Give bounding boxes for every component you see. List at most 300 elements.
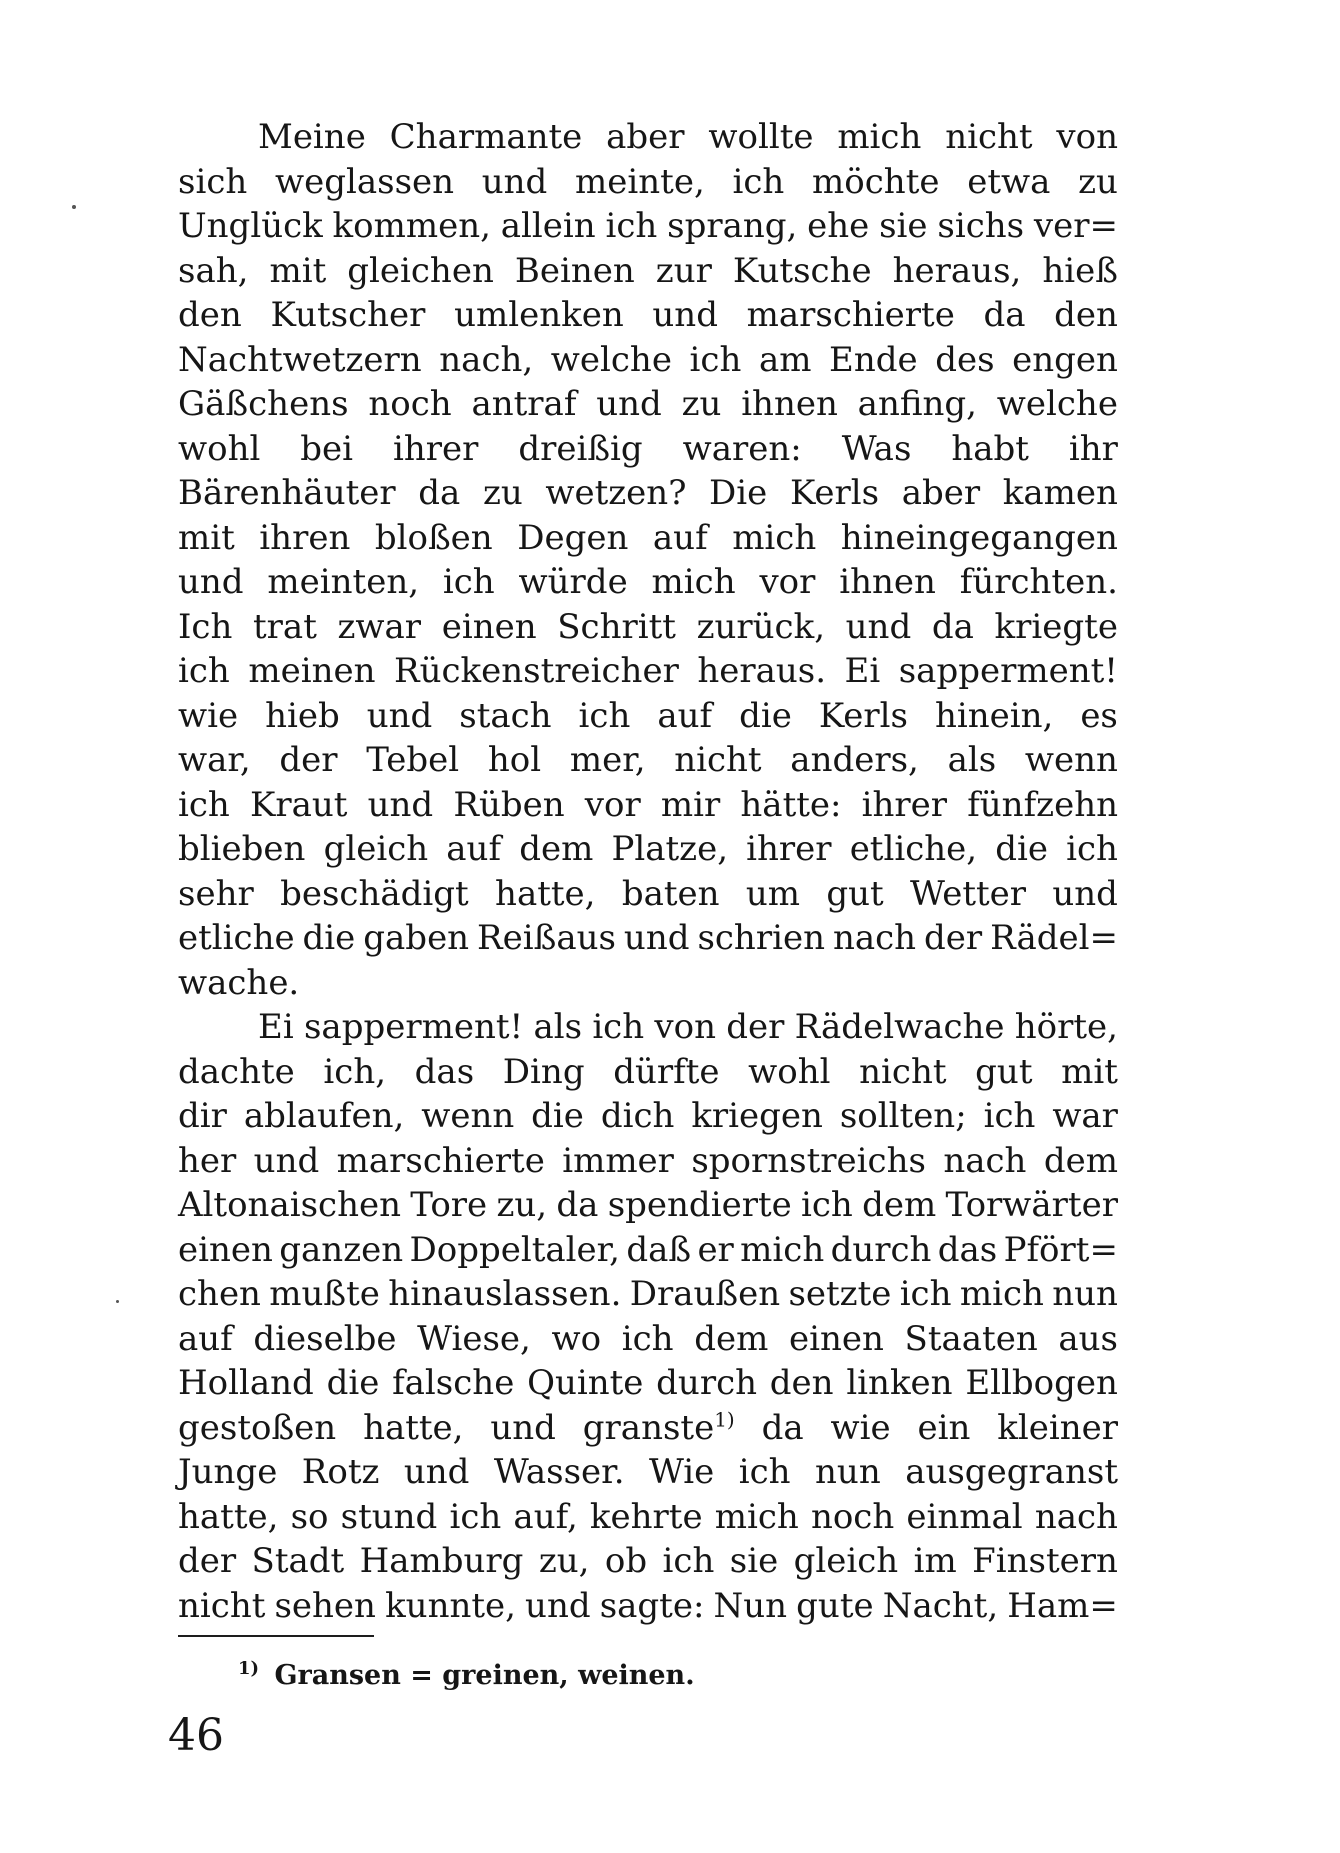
word: ob bbox=[604, 1541, 648, 1581]
word: der bbox=[178, 1541, 237, 1581]
word: etliche bbox=[178, 918, 295, 958]
word: marschierte bbox=[336, 1140, 545, 1181]
word: am bbox=[758, 339, 812, 380]
word: und bbox=[525, 1585, 591, 1626]
word: er bbox=[697, 1229, 734, 1270]
text-line bbox=[178, 1450, 1118, 1495]
word: Kraut bbox=[249, 784, 348, 825]
word: die bbox=[995, 829, 1048, 869]
word: zu bbox=[681, 384, 722, 424]
word: Ellbogen bbox=[965, 1363, 1118, 1403]
word: Ei bbox=[258, 1007, 294, 1047]
word: nach bbox=[832, 918, 917, 958]
word: ich bbox=[621, 1318, 674, 1359]
word: Platze, bbox=[611, 829, 728, 869]
word: dem bbox=[694, 1318, 769, 1359]
word: hinein, bbox=[934, 695, 1054, 736]
word: war bbox=[1052, 1096, 1118, 1136]
dust-speck bbox=[72, 205, 76, 209]
word: kunnte, bbox=[385, 1585, 516, 1626]
word: ihrer bbox=[392, 428, 479, 469]
word: zu bbox=[482, 473, 523, 513]
word: auf, bbox=[513, 1496, 578, 1537]
word: mit bbox=[178, 517, 235, 558]
word: fünfzehn bbox=[967, 784, 1118, 825]
word: blieben bbox=[178, 829, 306, 869]
text-line bbox=[178, 1495, 1118, 1540]
word: ihnen bbox=[741, 384, 838, 424]
word: spendierte bbox=[607, 1185, 792, 1225]
text-line bbox=[178, 783, 1118, 828]
word: das bbox=[414, 1051, 475, 1092]
word: ich bbox=[605, 206, 658, 246]
word: und bbox=[178, 562, 244, 602]
word: sich bbox=[178, 161, 248, 202]
word: von bbox=[1056, 117, 1118, 157]
word: wo bbox=[551, 1318, 602, 1359]
word: auf bbox=[446, 829, 502, 869]
word: ganzen bbox=[279, 1229, 404, 1270]
word: Hamburg bbox=[359, 1541, 524, 1581]
text-line bbox=[178, 605, 1118, 650]
word: noch bbox=[810, 1496, 895, 1537]
word: Wasser. bbox=[493, 1452, 625, 1492]
word: aber bbox=[606, 117, 685, 157]
word: auf bbox=[652, 517, 708, 558]
word: Altonaischen bbox=[178, 1185, 402, 1225]
text-line bbox=[178, 427, 1118, 472]
word: kamen bbox=[1002, 473, 1118, 513]
word: ihnen bbox=[839, 562, 936, 602]
word: gestoßen bbox=[178, 1407, 337, 1448]
word: Finstern bbox=[972, 1541, 1118, 1581]
word: ich bbox=[442, 562, 495, 602]
word: meinten, bbox=[267, 562, 420, 602]
word: und bbox=[366, 695, 433, 736]
text-line bbox=[178, 694, 1118, 739]
word: und bbox=[481, 161, 548, 202]
word: habt bbox=[951, 428, 1029, 469]
word: gleich bbox=[323, 829, 429, 869]
word: zu, bbox=[496, 1185, 548, 1225]
word: ich bbox=[732, 161, 785, 202]
word: mich bbox=[651, 562, 736, 602]
word: ich bbox=[449, 1496, 502, 1537]
word: und bbox=[596, 384, 662, 424]
word: allein bbox=[500, 206, 596, 246]
word: engen bbox=[1012, 339, 1118, 380]
word: um bbox=[745, 873, 801, 914]
word: anfing, bbox=[857, 384, 977, 424]
word: Was bbox=[841, 428, 912, 469]
word: sie bbox=[879, 206, 928, 246]
word: nicht bbox=[945, 117, 1033, 157]
word: als bbox=[533, 1007, 583, 1047]
word: Junge bbox=[178, 1452, 278, 1492]
word: Tebel bbox=[366, 740, 460, 780]
word: Rückenstreicher bbox=[393, 651, 679, 691]
text-line bbox=[178, 1361, 1118, 1406]
word: etwa bbox=[967, 161, 1051, 202]
word: Staaten bbox=[904, 1318, 1038, 1359]
word: dreißig bbox=[518, 428, 643, 469]
word: und bbox=[253, 1140, 320, 1181]
text-line bbox=[178, 1094, 1118, 1139]
word: marschierte bbox=[746, 295, 955, 335]
word: ein bbox=[917, 1407, 971, 1448]
word: Kerls bbox=[789, 473, 880, 513]
text-line bbox=[178, 115, 1118, 160]
word: Wiese, bbox=[417, 1318, 531, 1359]
word: gut bbox=[826, 873, 884, 914]
word: her bbox=[178, 1140, 237, 1181]
word: mußte bbox=[269, 1274, 380, 1314]
word: baten bbox=[621, 873, 720, 914]
word: dir bbox=[178, 1096, 227, 1136]
word: der bbox=[726, 1007, 785, 1047]
word: hatte, bbox=[495, 873, 596, 914]
word: ich bbox=[178, 651, 230, 691]
word: falsche bbox=[392, 1363, 515, 1403]
word: da bbox=[983, 295, 1026, 335]
word: von bbox=[654, 1007, 716, 1047]
word: kleiner bbox=[997, 1407, 1118, 1448]
word: Quinte bbox=[527, 1363, 644, 1403]
word: Kutsche bbox=[732, 250, 872, 291]
text-line bbox=[178, 961, 1118, 1006]
word: Nun bbox=[713, 1585, 788, 1626]
dust-speck bbox=[116, 1300, 119, 1303]
word: stach bbox=[459, 695, 552, 736]
word: waren: bbox=[682, 428, 802, 469]
word: Draußen bbox=[629, 1274, 781, 1314]
word: vor bbox=[759, 562, 816, 602]
word: zur bbox=[655, 250, 712, 291]
word: Schritt bbox=[557, 606, 676, 647]
word: mir bbox=[660, 784, 721, 825]
word: da bbox=[418, 473, 461, 513]
word: Pfört= bbox=[1003, 1229, 1118, 1270]
word: zu, bbox=[538, 1541, 590, 1581]
word: Wetter bbox=[910, 873, 1027, 914]
word: wenn bbox=[421, 1096, 515, 1136]
text-line bbox=[178, 1005, 1118, 1050]
text-line bbox=[178, 1228, 1118, 1273]
word: nach bbox=[1034, 1496, 1118, 1537]
word: dachte bbox=[178, 1051, 295, 1092]
word: der bbox=[924, 918, 983, 958]
word: ihrer bbox=[861, 784, 948, 825]
word: wohl bbox=[748, 1051, 831, 1092]
word: einen bbox=[441, 606, 537, 647]
word: stund bbox=[340, 1496, 438, 1537]
word: gaben bbox=[363, 918, 470, 958]
footnote-divider bbox=[178, 1635, 374, 1637]
word: mich bbox=[740, 1229, 825, 1270]
word: Gäßchens bbox=[178, 384, 349, 424]
text-line bbox=[178, 293, 1118, 338]
word: den bbox=[1054, 295, 1118, 335]
word: ihren bbox=[259, 517, 351, 558]
word: meinte, bbox=[575, 161, 705, 202]
word: Meine bbox=[258, 117, 366, 157]
word: Die bbox=[709, 473, 768, 513]
word: so bbox=[290, 1496, 329, 1537]
word: mich bbox=[959, 1274, 1044, 1314]
word: umlenken bbox=[454, 295, 624, 335]
word: aber bbox=[901, 473, 981, 513]
word: aus bbox=[1058, 1318, 1118, 1359]
word: Ham= bbox=[1007, 1585, 1118, 1626]
word: nicht bbox=[674, 740, 762, 780]
text-line bbox=[178, 916, 1118, 961]
word: auf bbox=[657, 695, 713, 736]
word: Ich bbox=[178, 606, 233, 647]
word: beschädigt bbox=[280, 873, 469, 914]
word: Rädel= bbox=[990, 918, 1118, 958]
text-line bbox=[178, 560, 1118, 605]
text-line bbox=[178, 1317, 1118, 1362]
word: die bbox=[739, 695, 792, 736]
word: den bbox=[178, 295, 242, 335]
word: kommen, bbox=[332, 206, 491, 246]
word: Bärenhäuter bbox=[178, 473, 396, 513]
word: ich bbox=[592, 1007, 645, 1047]
text-line bbox=[178, 204, 1118, 249]
page-number: 46 bbox=[168, 1710, 224, 1761]
word: war, bbox=[178, 740, 251, 780]
word: nun bbox=[1052, 1274, 1118, 1314]
word: Unglück bbox=[178, 206, 323, 246]
word: Rotz bbox=[301, 1452, 380, 1492]
word: mich bbox=[732, 517, 817, 558]
word: mich bbox=[714, 1496, 799, 1537]
word: ich bbox=[662, 1541, 715, 1581]
word: gleich bbox=[793, 1541, 899, 1581]
word: linken bbox=[846, 1363, 953, 1403]
word: Charmante bbox=[389, 117, 583, 157]
word: dem bbox=[862, 1185, 937, 1225]
word: durch bbox=[830, 1229, 932, 1270]
text-line bbox=[178, 1139, 1118, 1184]
word: Stadt bbox=[251, 1541, 345, 1581]
word: gute bbox=[796, 1585, 874, 1626]
word: und bbox=[490, 1407, 556, 1448]
text-line bbox=[178, 382, 1118, 427]
word: des bbox=[935, 339, 995, 380]
word: ich bbox=[801, 1185, 853, 1225]
word: wache. bbox=[178, 962, 300, 1003]
text-line bbox=[178, 649, 1118, 694]
word: Kutscher bbox=[270, 295, 426, 335]
word: noch bbox=[368, 384, 452, 424]
word: möchte bbox=[812, 161, 940, 202]
word: einen bbox=[178, 1229, 273, 1270]
word: sehen bbox=[274, 1585, 376, 1626]
word: wie bbox=[830, 1407, 891, 1448]
word: und bbox=[1052, 873, 1118, 914]
text-line bbox=[178, 249, 1118, 294]
text-line bbox=[178, 1272, 1118, 1317]
word: Rädelwache bbox=[794, 1007, 1005, 1047]
word: ausgegranst bbox=[905, 1452, 1118, 1492]
word: weglassen bbox=[274, 161, 455, 202]
word: sagte: bbox=[599, 1585, 705, 1626]
word: hätte: bbox=[740, 784, 842, 825]
word: zu bbox=[1078, 161, 1118, 202]
word: Nachtwetzern bbox=[178, 339, 422, 380]
word: da bbox=[931, 606, 974, 647]
text-line bbox=[178, 338, 1118, 383]
word: dem bbox=[1043, 1140, 1118, 1181]
word: nicht bbox=[859, 1051, 947, 1092]
word: zwar bbox=[337, 606, 422, 647]
word: sehr bbox=[178, 873, 254, 914]
word: granste$^{1)}$ bbox=[582, 1407, 735, 1448]
word: sah, bbox=[178, 250, 249, 291]
footnote-text: Gransen = greinen, weinen. bbox=[274, 1660, 695, 1691]
word: Wie bbox=[648, 1452, 715, 1492]
word: kehrte bbox=[589, 1496, 703, 1537]
word: dem bbox=[519, 829, 594, 869]
word: wie bbox=[178, 695, 239, 736]
word: Rüben bbox=[453, 784, 565, 825]
word: vor bbox=[584, 784, 641, 825]
text-line bbox=[178, 516, 1118, 561]
word: daß bbox=[626, 1229, 692, 1270]
word: wenn bbox=[1024, 740, 1118, 780]
word: anders, bbox=[790, 740, 919, 780]
word: dich bbox=[600, 1096, 675, 1136]
text-line bbox=[178, 160, 1118, 205]
word: ich bbox=[1066, 829, 1118, 869]
word: hörte, bbox=[1014, 1007, 1118, 1047]
word: Ende bbox=[829, 339, 918, 380]
word: fürchten. bbox=[959, 562, 1118, 602]
word: nicht bbox=[178, 1585, 266, 1626]
word: ihr bbox=[1068, 428, 1118, 469]
word: hieb bbox=[265, 695, 340, 736]
word: und bbox=[652, 295, 718, 335]
word: dieselbe bbox=[253, 1318, 397, 1359]
word: hinauslassen. bbox=[388, 1274, 622, 1314]
word: bei bbox=[300, 428, 354, 469]
word: da bbox=[556, 1185, 599, 1225]
word: ver= bbox=[1033, 206, 1118, 246]
word: würde bbox=[518, 562, 628, 602]
word: ich bbox=[578, 695, 631, 736]
footnote-marker: 1) bbox=[238, 1658, 260, 1679]
word: bloßen bbox=[374, 517, 493, 558]
word: die bbox=[302, 918, 356, 958]
word: Nacht, bbox=[882, 1585, 999, 1626]
word: nach bbox=[943, 1140, 1027, 1181]
word: es bbox=[1080, 695, 1118, 736]
word: hieß bbox=[1042, 250, 1118, 291]
word: Kerls bbox=[818, 695, 908, 736]
text-line bbox=[178, 1183, 1118, 1228]
text-line bbox=[178, 827, 1118, 872]
word: nun bbox=[815, 1452, 881, 1492]
word: dürfte bbox=[613, 1051, 720, 1092]
word: hol bbox=[487, 740, 542, 780]
word: die bbox=[326, 1363, 380, 1403]
word: ihrer bbox=[746, 829, 832, 869]
word: gleichen bbox=[347, 250, 494, 291]
text-line bbox=[178, 471, 1118, 516]
word: sapperment! bbox=[898, 651, 1118, 691]
word: da bbox=[761, 1407, 804, 1448]
word: Torwärter bbox=[945, 1185, 1118, 1225]
word: mit bbox=[269, 250, 327, 291]
footnote-reference: 1) bbox=[714, 1407, 735, 1432]
word: etliche, bbox=[849, 829, 978, 869]
text-line bbox=[178, 1539, 1118, 1584]
text-line bbox=[178, 1584, 1118, 1629]
word: Doppeltaler, bbox=[409, 1229, 620, 1270]
word: mich bbox=[837, 117, 922, 157]
word: im bbox=[913, 1541, 957, 1581]
word: antraf bbox=[471, 384, 577, 424]
word: und bbox=[367, 784, 434, 825]
word: Ding bbox=[502, 1051, 585, 1092]
word: Tore bbox=[410, 1185, 488, 1225]
text-line bbox=[178, 1406, 1118, 1451]
word: sie bbox=[729, 1541, 779, 1581]
word: hatte, bbox=[178, 1496, 279, 1537]
word: ich bbox=[899, 1274, 952, 1314]
word: ablaufen, bbox=[243, 1096, 405, 1136]
word: wetzen? bbox=[545, 473, 687, 513]
word: sollten; bbox=[839, 1096, 967, 1136]
word: sapperment! bbox=[303, 1007, 524, 1047]
footnote bbox=[238, 1660, 695, 1691]
word: und bbox=[623, 918, 690, 958]
word: trat bbox=[253, 606, 317, 647]
word: heraus, bbox=[892, 250, 1022, 291]
word: spornstreichs bbox=[691, 1140, 926, 1181]
word: die bbox=[531, 1096, 584, 1136]
word: der bbox=[279, 740, 338, 780]
word: ich bbox=[983, 1096, 1036, 1136]
word: Holland bbox=[178, 1363, 314, 1403]
word: sprang, bbox=[667, 206, 798, 246]
word: den bbox=[769, 1363, 834, 1403]
word: Reißaus bbox=[477, 918, 616, 958]
word: gut bbox=[975, 1051, 1033, 1092]
text-line bbox=[178, 1050, 1118, 1095]
word: kriegen bbox=[691, 1096, 823, 1136]
word: zurück, bbox=[696, 606, 826, 647]
word: wollte bbox=[708, 117, 814, 157]
word: Ei bbox=[844, 651, 881, 691]
word: einen bbox=[788, 1318, 884, 1359]
word: hineingegangen bbox=[840, 517, 1118, 558]
word: ehe bbox=[807, 206, 870, 246]
body-text bbox=[178, 115, 1118, 1628]
word: welche bbox=[550, 339, 672, 380]
word: mit bbox=[1061, 1051, 1118, 1092]
word: nach, bbox=[439, 339, 534, 380]
word: wohl bbox=[178, 428, 261, 469]
word: ich, bbox=[323, 1051, 387, 1092]
word: heraus. bbox=[697, 651, 827, 691]
word: ich bbox=[738, 1452, 791, 1492]
word: welche bbox=[996, 384, 1118, 424]
text-line bbox=[178, 872, 1118, 917]
word: und bbox=[845, 606, 912, 647]
word: immer bbox=[562, 1140, 674, 1181]
